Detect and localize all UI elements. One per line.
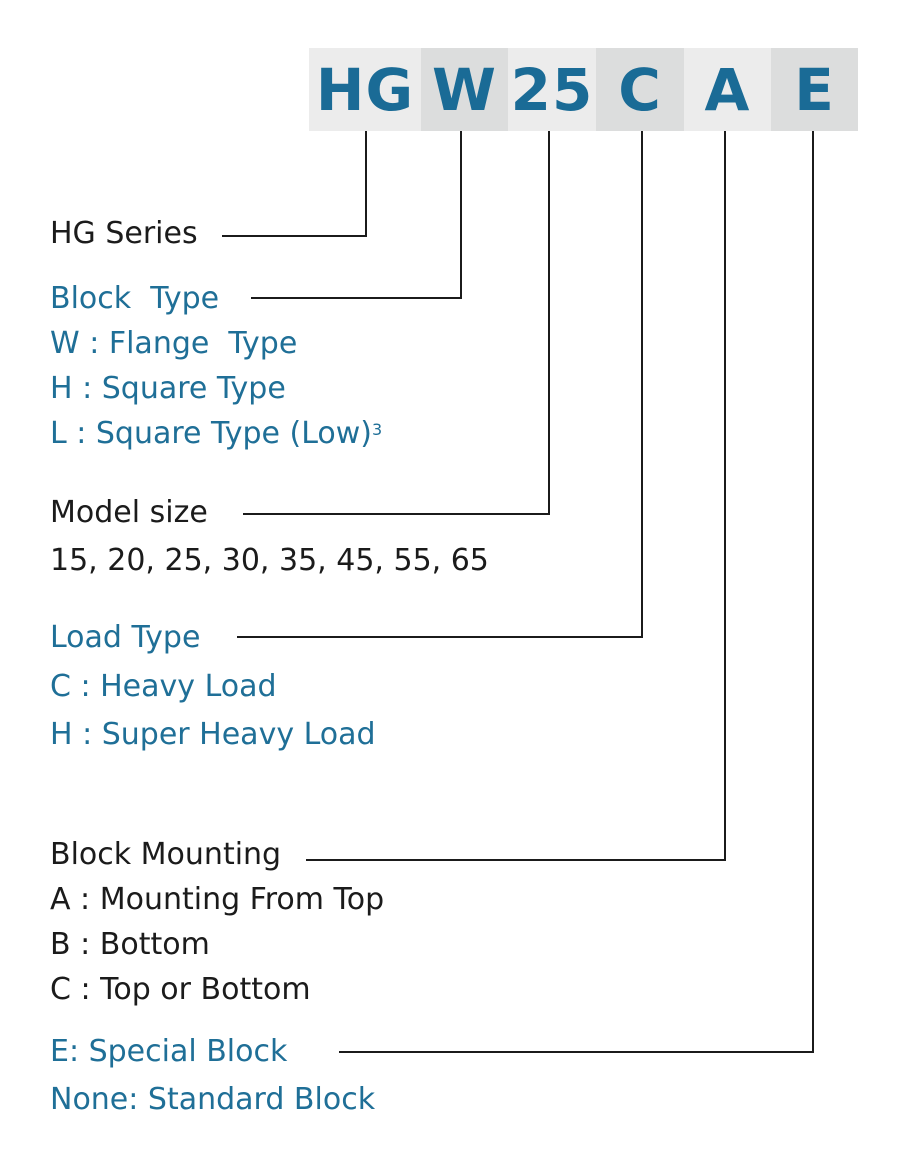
load-type-option-h: H : Super Heavy Load (50, 717, 376, 752)
block-mounting-option-c: C : Top or Bottom (50, 972, 311, 1007)
series-title: HG Series (50, 216, 198, 251)
code-segment-model-size: 25 (508, 48, 596, 131)
block-type-option-l (50, 416, 382, 452)
code-segment-load-type: C (596, 48, 684, 131)
block-type-title: Block Type (50, 281, 220, 316)
special-title: E: Special Block (50, 1034, 288, 1069)
code-segment-block-type: W (421, 48, 508, 131)
load-type-title: Load Type (50, 620, 201, 655)
connector-special (339, 131, 813, 1052)
connector-block-type (251, 131, 461, 298)
footnote-marker: 3 (371, 420, 383, 439)
block-type-option-l-text: L : Square Type (Low) (50, 416, 372, 451)
load-type-option-c: C : Heavy Load (50, 669, 277, 704)
connector-series (222, 131, 366, 236)
block-mounting-option-b: B : Bottom (50, 927, 210, 962)
code-segment-block-mounting: A (684, 48, 771, 131)
block-type-option-w: W : Flange Type (50, 326, 298, 361)
code-segment-series: HG (309, 48, 421, 131)
block-mounting-option-a: A : Mounting From Top (50, 882, 385, 917)
model-size-title: Model size (50, 495, 208, 530)
model-size-values: 15, 20, 25, 30, 35, 45, 55, 65 (50, 543, 489, 578)
connector-model-size (243, 131, 549, 514)
code-segment-special: E (771, 48, 858, 131)
block-type-option-h: H : Square Type (50, 371, 286, 406)
special-option-none: None: Standard Block (50, 1082, 376, 1117)
block-mounting-title: Block Mounting (50, 837, 282, 872)
